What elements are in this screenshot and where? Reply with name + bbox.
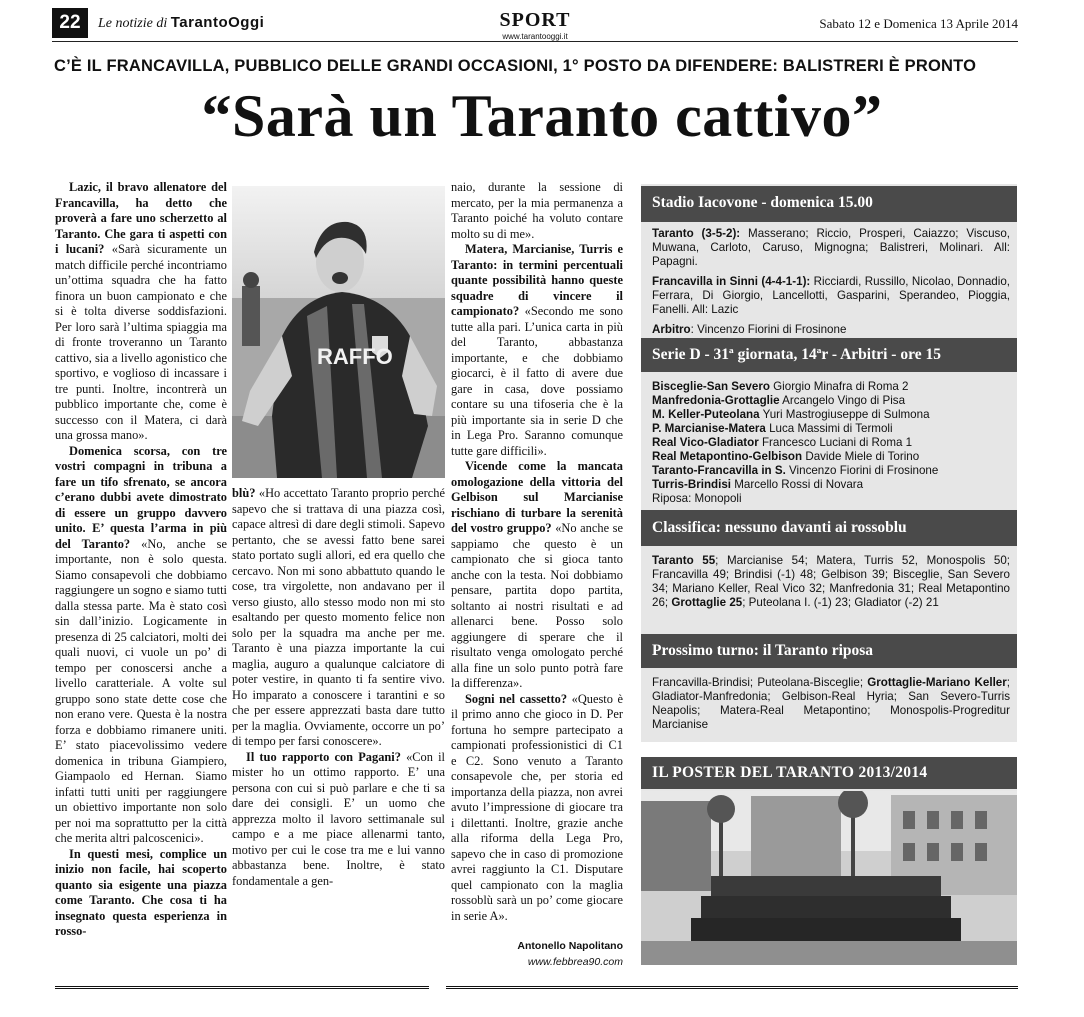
article-column-1 [55,180,227,940]
stadium-title: Stadio Iacovone - domenica 15.00 [641,186,1017,222]
paragraph [55,180,227,444]
page-header [52,8,1018,42]
answer: naio, durante la sessione di mercato, per la mia permanenza a Taranto poiché ha voluto contare molto su di me». [451,180,623,241]
question: Domenica scorsa, con tre vostri compagni in tribuna a fare un tifo sfrenato, se ancora c’erano dubbi avete dimostrato di essere un gruppo davvero unito. E’ questa l’arma in più del Taranto? [55,443,227,551]
article-column-3 [451,180,623,924]
taranto-lineup: Taranto (3-5-2): Masserano; Riccio, Prosperi, Caiazzo; Viscuso, Muwana, Carloto, Caruso, Mignogna; Balistreri, Molinari. All: Papagni. [652,227,1010,268]
fixture: P. Marcianise-Matera Luca Massimi di Termoli [652,422,893,435]
footer-rule [55,986,429,989]
question: In questi mesi, complice un inizio non facile, hai scoperto quanto sia esigente una piazza come Taranto. Che cosa ti ha insegnato questa esperienza in rosso- [55,846,227,938]
answer: «No anche se sappiamo che questo è un campionato che si gioca tanto anche con la testa. Noi dobbiamo pensare, partita dopo partita, soltanto ai nostri risultati e ad allenarci bene. Posso solo aggiungere di sperare che il risultato venga omologato perché alla fine un solo punto potrà fare la differenza». [451,521,623,690]
author-website: www.febbrea90.com [527,956,623,968]
rest-team: Riposa: Monopoli [652,492,742,505]
fixture: Real Metapontino-Gelbison Davide Miele di Torino [652,450,920,463]
fixture: Manfredonia-Grottaglie Arcangelo Vingo di Pisa [652,394,906,407]
answer: «No, anche se importante, non è solo questa. Siamo consapevoli che dobbiamo raggiungere un sogno e siamo tutti dalla stessa parte. Ma è stato così sin dall’inizio. Logicamente in presenza di 25 calciatori, molti dei quali nuovi, ci vuole un po’ di tempo per conoscersi anche a livello caratteriale. A volte sul gruppo sono state dette cose che non erano vere. Questa è la nostra forza e dobbiamo rimanere uniti. E’ stato piacevolissimo vedere domenica in tribuna Giampiero, Giampaolo ed Hernan. Siamo infatti tutti uniti per raggiungere un obiettivo importante non solo per noi ma soprattutto per la città che merita altri palcoscenici». [55,536,227,845]
masthead [98,14,264,32]
poster-title: IL POSTER DEL TARANTO 2013/2014 [641,757,1017,789]
footer-rule [446,986,1018,989]
player-photo-illustration [232,186,445,478]
question: blù? [232,486,256,500]
next-round: Francavilla-Brindisi; Puteolana-Bisceglie; Grottaglie-Mariano Keller; Gladiator-Manfredonia; Gelbison-Real Hyria; San Severo-Turris Neapolis; Matera-Real Metapontino; Monospolis-Progreditur Marcianise [652,676,1010,731]
lineups [652,227,1010,337]
answer: «Questo è il primo anno che gioco in D. Per fortuna ho sempre partecipato a campionati professionistici di C1 e C2. Sono venuto a Taranto consapevole che, per storia ed importanza della piazza, non avrei avuto l’impressione di giocare tra i dilettanti. Inoltre, grazie anche alla riforma della Lega Pro, sapevo che in caso di promozione avrei raggiunto la C1. Disputare quel campionato con la maglia rossoblù sarà un po’ come giocare in serie A». [451,691,623,923]
answer: «Ho accettato Taranto proprio perché sapevo che si trattava di una piazza così, capace altresì di dare degli stimoli. Sapevo pertanto, che se avessi fatto bene sarei stato portato sugli allori, ed era quello che cercavo. Non mi sono abbattuto quando le cose, tra virgolette, non andavano per il verso giusto, allo stesso modo non mi sto esaltando per questo momento felice non solo per la squadra ma anche per me. Taranto è una piazza importante la cui maglia, auguro a qualunque calciatore di poter vestire, in quanto ti fa sentire vivo. Ho imparato a conoscere i tarantini e so che per essere apprezzati basta dare tutto per la maglia. Ovviamente, occorre un po’ di tempo per farsi conoscere». [232,486,445,748]
fixture: M. Keller-Puteolana Yuri Mastrogiuseppe di Sulmona [652,408,930,421]
next-round-title: Prossimo turno: il Taranto riposa [641,634,1017,668]
serie-d-title: Serie D - 31ª giornata, 14ªr - Arbitri - ore 15 [641,338,1017,372]
jersey-sponsor: RAFFO [317,344,393,369]
standings: Taranto 55; Marcianise 54; Matera, Turris 52, Monospolis 50; Francavilla 49; Brindisi (-1) 48; Gelbison 39; Bisceglie, San Severo 34; Mariano Keller, Real Vico 32; Manfredonia 31; Real Metapontino 26; Grottaglie 25; Puteolana I. (-1) 23; Gladiator (-2) 21 [652,554,1010,609]
team-photo-illustration [641,791,1017,965]
article-column-2 [232,486,445,889]
paragraph [232,750,445,890]
author-name: Antonello Napolitano [517,940,623,952]
paragraph [451,180,623,242]
referee: Arbitro: Vincenzo Fiorini di Frosinone [652,323,847,336]
fixture: Turris-Brindisi Marcello Rossi di Novara [652,478,864,491]
team-photo [641,791,1017,965]
answer: «Sarà sicuramente un match difficile perché incontriamo un’ottima squadra che ha fatto finora un buon campionato e che si è tolta diverse soddisfazioni. Per loro sarà l’ultima spiaggia ma di fronte troveranno un Taranto cattivo, sia a livello agonistico che sportivo, e voglioso di incassare i tre punti. Inoltre, incontrerà un pubblico importante che, come è successo con il Matera, ci darà una grossa mano». [55,242,227,442]
fixture: Real Vico-Gladiator Francesco Luciani di Roma 1 [652,436,913,449]
kicker: C’È IL FRANCAVILLA, PUBBLICO DELLE GRANDI OCCASIONI, 1° POSTO DA DIFENDERE: BALISTRERI È PRONTO [54,57,977,75]
headline: “Sarà un Taranto cattivo” [201,83,883,149]
paragraph [451,242,623,459]
paragraph [55,444,227,847]
question: Vicende come la mancata omologazione della vittoria del Gelbison sul Marcianise rischiano di turbare la serenità del vostro gruppo? [451,459,623,535]
player-photo [232,186,445,478]
paragraph [55,847,227,940]
brand-prefix: Le notizie di [98,16,168,31]
question: Lazic, il bravo allenatore del Francavilla, ha detto che proverà a fare uno scherzetto al Taranto. Che gara ti aspetti con i lucani? [55,180,227,256]
brand-name: TarantoOggi [170,14,265,31]
question: Il tuo rapporto con Pagani? [246,749,401,764]
issue-date: Sabato 12 e Domenica 13 Aprile 2014 [819,16,1018,31]
fixture: Bisceglie-San Severo Giorgio Minafra di Roma 2 [652,380,909,393]
question: Sogni nel cassetto? [465,691,568,706]
paragraph [451,692,623,925]
paragraph [451,459,623,692]
question: Matera, Marcianise, Turris e Taranto: in termini percentuali quante possibilità hanno queste squadre di vincere il campionato? [451,242,623,318]
page-number: 22 [52,8,88,38]
byline [451,938,623,970]
answer: «Con il mister ho un ottimo rapporto. E’ una persona con cui si può parlare e che ti sa dare dei consigli. E’ un uomo che apprezza molto il lavoro settimanale sul campo e a me piace allenarmi tanto, motivo per cui le cose tra me e lui vanno abbastanza bene. Inoltre, è stato fondamentale a gen- [232,749,445,888]
team-poster [641,757,1017,965]
classifica-title: Classifica: nessuno davanti ai rossoblu [641,510,1017,546]
francavilla-lineup: Francavilla in Sinni (4-4-1-1): Ricciardi, Russillo, Nicolao, Donnadio, Ferrara, Di Giorgio, Lancellotti, Gasparini, Sperandeo, Pioggia, Fanelli. All: Lazic [652,275,1011,316]
answer: «Secondo me sono tutte alla pari. L’unica carta in più del Taranto, abbastanza importante, e che dobbiamo giocarci, è il fatto di avere due gare in casa, dove possiamo contare su una tifoseria che è la più importante sia in serie D che in Lega Pro. Saranno comunque tutte gare difficili». [451,304,623,458]
fixture: Taranto-Francavilla in S. Vincenzo Fiorini di Frosinone [652,464,939,477]
paragraph [232,486,445,750]
section-title: SPORT [499,9,571,31]
website: www.tarantooggi.it [502,32,568,41]
fixtures-list [652,380,1010,506]
